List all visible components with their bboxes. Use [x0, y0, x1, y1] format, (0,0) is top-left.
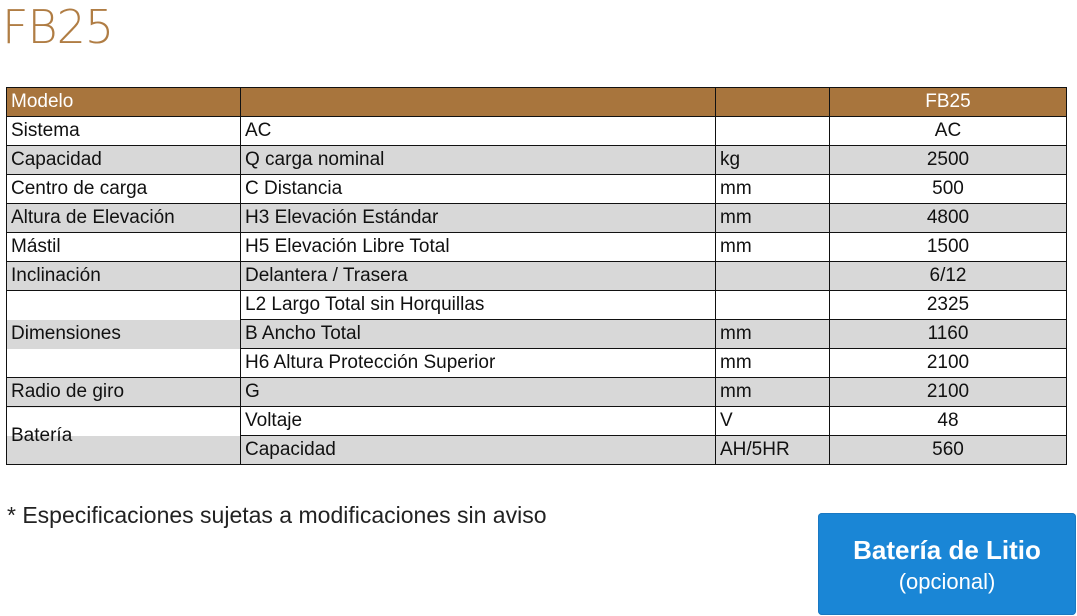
row-unit: mm [716, 320, 830, 349]
row-unit [716, 262, 830, 291]
lithium-battery-badge[interactable] [818, 513, 1076, 615]
row-param: Delantera / Trasera [241, 262, 716, 291]
row-label: Centro de carga [7, 175, 241, 204]
row-label-dimensiones: Dimensiones [7, 291, 241, 378]
disclaimer-note: * Especificaciones sujetas a modificaciones sin aviso [7, 502, 547, 528]
badge-subtitle: (opcional) [898, 569, 996, 594]
table-row [7, 378, 1067, 407]
row-unit: kg [716, 146, 830, 175]
row-value: 2325 [830, 291, 1067, 320]
row-param: B Ancho Total [241, 320, 716, 349]
table-row [7, 233, 1067, 262]
row-label: Radio de giro [7, 378, 241, 407]
row-label-bateria: Batería [7, 407, 241, 465]
row-label: Mástil [7, 233, 241, 262]
table-row [7, 291, 1067, 320]
spec-table [6, 87, 1067, 465]
table-row [7, 204, 1067, 233]
row-param: H6 Altura Protección Superior [241, 349, 716, 378]
row-value: 2100 [830, 378, 1067, 407]
table-row [7, 175, 1067, 204]
row-unit: mm [716, 175, 830, 204]
row-unit: mm [716, 378, 830, 407]
row-value: 2100 [830, 349, 1067, 378]
row-value: 4800 [830, 204, 1067, 233]
header-cell-unit [716, 88, 830, 117]
row-value: 48 [830, 407, 1067, 436]
row-param: H3 Elevación Estándar [241, 204, 716, 233]
header-cell-value: FB25 [830, 88, 1067, 117]
row-value: 6/12 [830, 262, 1067, 291]
row-unit: mm [716, 233, 830, 262]
header-cell-param [241, 88, 716, 117]
row-label: Inclinación [7, 262, 241, 291]
row-label: Sistema [7, 117, 241, 146]
row-unit: AH/5HR [716, 436, 830, 465]
row-value: 2500 [830, 146, 1067, 175]
row-unit [716, 291, 830, 320]
row-unit: V [716, 407, 830, 436]
row-param: Voltaje [241, 407, 716, 436]
row-param: Q carga nominal [241, 146, 716, 175]
row-value: 560 [830, 436, 1067, 465]
row-param: Capacidad [241, 436, 716, 465]
table-row [7, 262, 1067, 291]
row-param: C Distancia [241, 175, 716, 204]
row-label: Capacidad [7, 146, 241, 175]
row-value: AC [830, 117, 1067, 146]
row-value: 1500 [830, 233, 1067, 262]
header-cell-model: Modelo [7, 88, 241, 117]
row-value: 500 [830, 175, 1067, 204]
row-unit: mm [716, 204, 830, 233]
row-param: AC [241, 117, 716, 146]
row-param: G [241, 378, 716, 407]
table-header-row [7, 88, 1067, 117]
badge-title: Batería de Litio [853, 535, 1041, 565]
row-unit [716, 117, 830, 146]
table-row [7, 146, 1067, 175]
row-param: H5 Elevación Libre Total [241, 233, 716, 262]
table-row [7, 117, 1067, 146]
model-title: FB25 [2, 0, 114, 54]
row-unit: mm [716, 349, 830, 378]
row-value: 1160 [830, 320, 1067, 349]
row-param: L2 Largo Total sin Horquillas [241, 291, 716, 320]
row-label: Altura de Elevación [7, 204, 241, 233]
table-row [7, 407, 1067, 436]
